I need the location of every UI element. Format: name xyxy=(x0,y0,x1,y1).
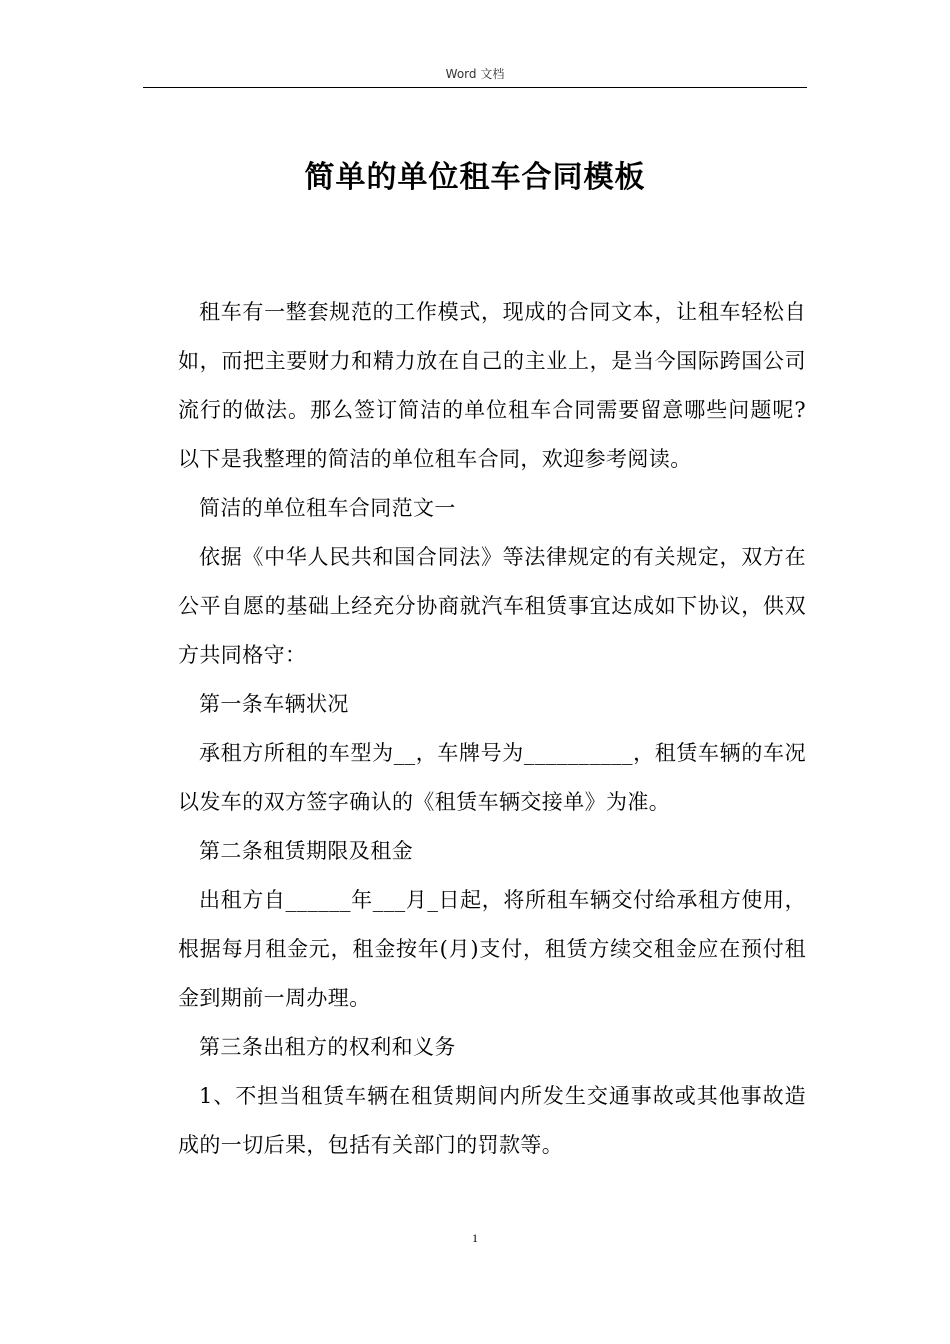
page-number: 1 xyxy=(472,1231,478,1245)
page-header-label: Word 文档 xyxy=(445,67,505,81)
header-divider xyxy=(143,87,807,88)
paragraph-article-2-heading: 第二条租赁期限及租金 xyxy=(199,839,413,863)
paragraph-preamble: 依据《中华人民共和国合同法》等法律规定的有关规定，双方在公平自愿的基础上经充分协商就汽车租赁事宜达成如下协议，供双方共同格守： xyxy=(178,545,806,667)
paragraph-article-1-heading: 第一条车辆状况 xyxy=(199,692,349,716)
paragraph-article-3-heading: 第三条出租方的权利和义务 xyxy=(199,1035,456,1059)
paragraph-article-2-body: 出租方自______年___月_日起，将所租车辆交付给承租方使用，根据每月租金元，租金按年(月)支付，租赁方续交租金应在预付租金到期前一周办理。 xyxy=(178,888,806,1010)
document-title: 简单的单位租车合同模板 xyxy=(304,160,646,195)
paragraph-article-1-body: 承租方所租的车型为__，车牌号为__________，租赁车辆的车况以发车的双方签字确认的《租赁车辆交接单》为准。 xyxy=(178,741,806,814)
paragraph-intro: 租车有一整套规范的工作模式，现成的合同文本，让租车轻松自如，而把主要财力和精力放在自己的主业上，是当今国际跨国公司流行的做法。那么签订简洁的单位租车合同需要留意哪些问题呢?以下是我整理的简洁的单位租车合同，欢迎参考阅读。 xyxy=(178,300,806,471)
paragraph-article-3-item-1: 1、不担当租赁车辆在租赁期间内所发生交通事故或其他事故造成的一切后果，包括有关部门的罚款等。 xyxy=(178,1084,806,1157)
document-body xyxy=(178,288,806,1170)
paragraph-sample-heading: 简洁的单位租车合同范文一 xyxy=(199,496,456,520)
